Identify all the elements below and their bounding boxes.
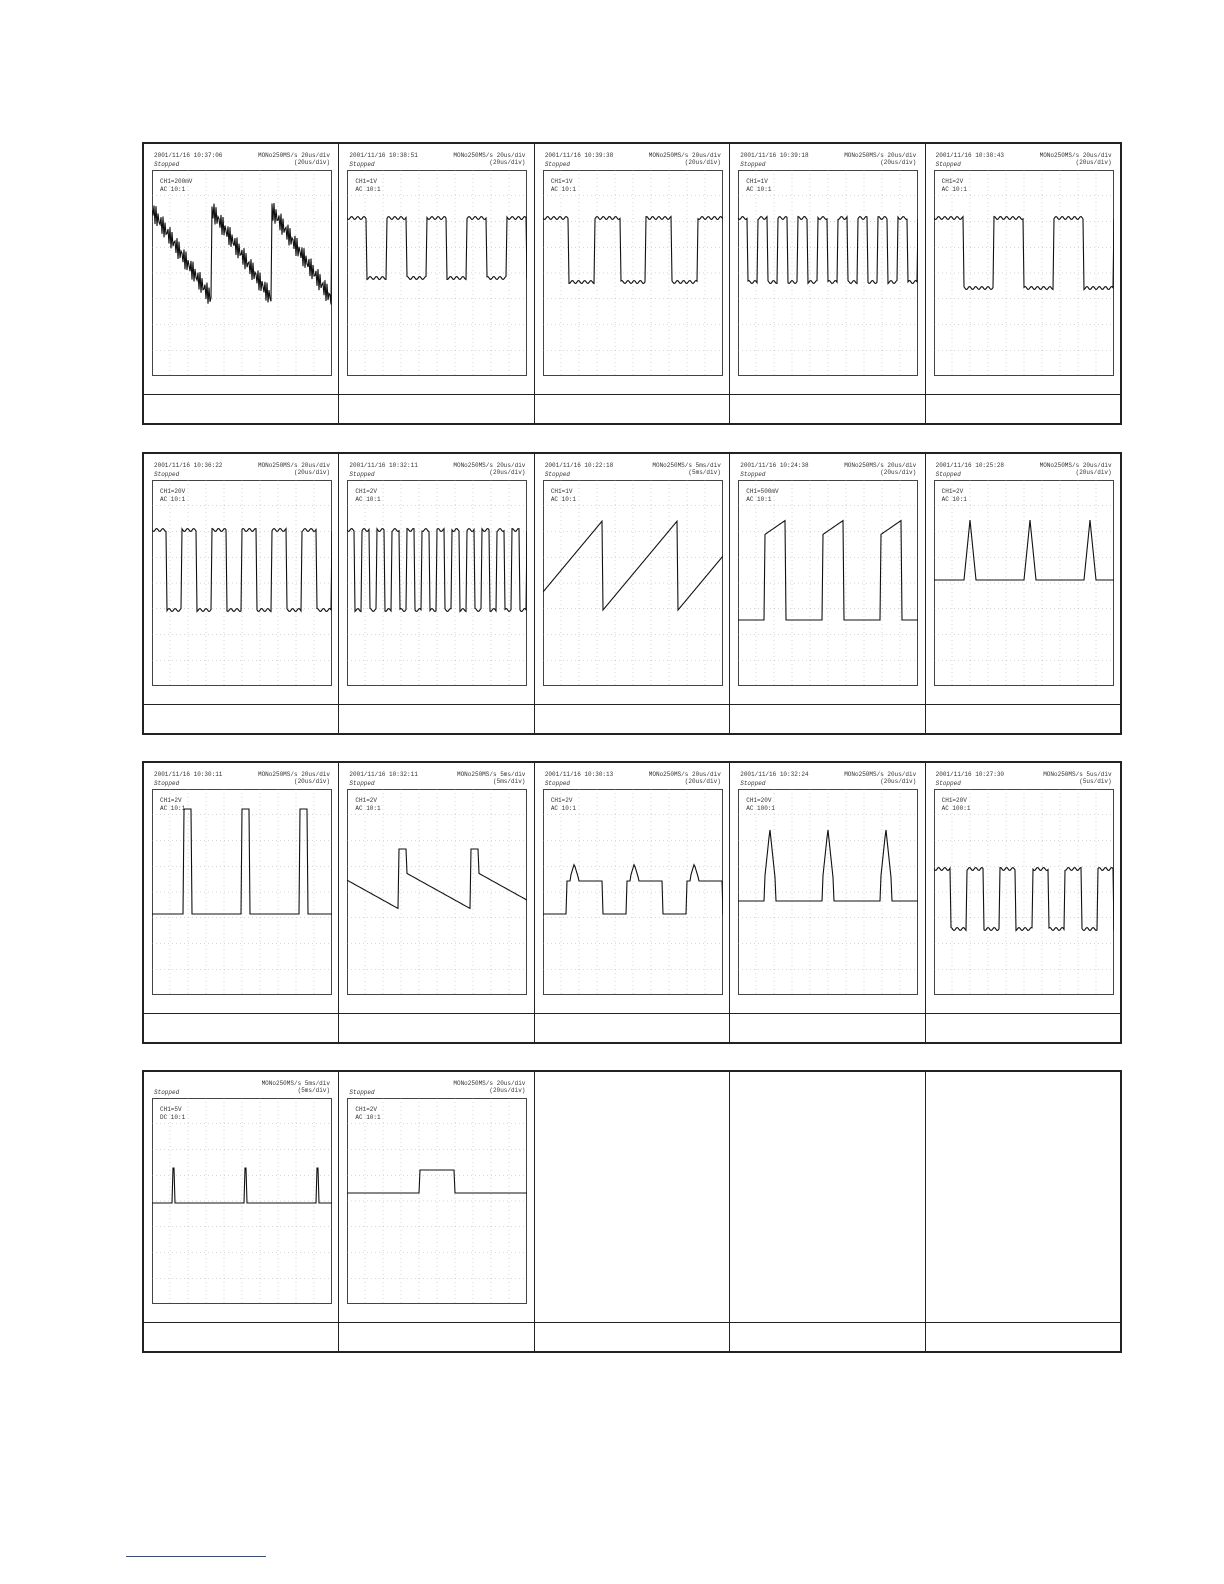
waveform-trace [347,170,527,376]
caption-cell [926,395,1120,423]
scope-rate: MONo250MS/s 5ms/div (5ms/div) [652,462,721,476]
scope-rate: MONo250MS/s 20us/div (20us/div) [844,462,917,476]
scope-state: Stopped [154,471,180,478]
scope-state: Stopped [154,1089,180,1096]
scope-channel: CH1=2V AC 10:1 [355,797,381,812]
caption-cell [730,705,925,733]
scope-channel: CH1=20V AC 100:1 [941,797,971,812]
waveform-cell [926,454,1120,704]
waveform-path [152,201,332,304]
scope-timestamp: 2001/11/16 10:36:22 [154,462,223,469]
scope-rate: MONo250MS/s 20us/div (20us/div) [648,152,721,166]
scope-channel: CH1=2V AC 10:1 [941,488,967,503]
waveform-trace [152,1098,332,1304]
scope-state: Stopped [154,161,180,168]
scope-state: Stopped [349,1089,375,1096]
scope-rate: MONo250MS/s 20us/div (20us/div) [648,771,721,785]
scope-timestamp: 2001/11/16 10:39:18 [740,152,809,159]
scope-state: Stopped [935,780,961,787]
scope-channel: CH1=5V DC 10:1 [160,1106,186,1121]
scope-state: Stopped [349,780,375,787]
oscilloscope-screen [152,769,332,995]
caption-cell [535,1323,730,1351]
scope-state: Stopped [544,471,571,478]
waveform-path [347,529,527,612]
oscilloscope-screen [934,769,1114,995]
scope-rate: MONo250MS/s 20us/div (20us/div) [453,152,526,166]
caption-cell [926,705,1120,733]
oscilloscope-screen [934,460,1114,686]
scope-state: Stopped [740,471,766,478]
waveform-trace [738,170,918,376]
caption-cell [339,1014,534,1042]
waveform-cell [535,454,730,704]
scope-rate: MONo250MS/s 20us/div (20us/div) [453,1080,526,1094]
scope-timestamp: 2001/11/16 10:24:38 [740,462,809,469]
waveform-cell [926,763,1120,1013]
waveform-cell [926,1072,1120,1322]
scope-rate: MONo250MS/s 20us/div (20us/div) [1039,462,1112,476]
caption-cell [535,395,730,423]
scope-timestamp: 2001/11/16 10:32:11 [349,771,418,778]
scope-channel: CH1=1V AC 10:1 [355,178,381,193]
waveform-path [738,521,918,620]
oscilloscope-screen [347,769,527,995]
scope-state: Stopped [935,161,961,168]
scope-channel: CH1=2V AC 10:1 [550,797,577,812]
oscilloscope-screen [543,150,723,376]
scope-channel: CH1=1V AC 10:1 [550,178,577,193]
caption-cell [144,1323,339,1351]
scope-rate: MONo250MS/s 20us/div (20us/div) [257,771,330,785]
waveform-cell [339,144,534,394]
caption-cell [535,1014,730,1042]
waveform-cell [144,763,339,1013]
waveform-row [142,761,1122,1044]
waveform-path [152,529,332,612]
oscilloscope-screen [152,460,332,686]
waveform-trace [934,789,1114,995]
scope-channel: CH1=2V AC 10:1 [160,797,186,812]
caption-cell [339,705,534,733]
scope-state: Stopped [740,161,766,168]
scope-state: Stopped [740,780,766,787]
oscilloscope-screen [347,460,527,686]
scope-timestamp: 2001/11/16 10:22:18 [544,462,614,469]
waveform-trace [934,480,1114,686]
oscilloscope-screen [934,150,1114,376]
scope-channel: CH1=2V AC 10:1 [355,488,381,503]
scope-rate: MONo250MS/s 5ms/div (5ms/div) [261,1080,330,1094]
scope-timestamp: 2001/11/16 10:30:13 [544,771,614,778]
scope-rate: MONo250MS/s 20us/div (20us/div) [844,152,917,166]
waveform-trace [543,480,723,686]
caption-cell [926,1014,1120,1042]
waveform-trace [738,480,918,686]
oscilloscope-screen [738,460,918,686]
scope-rate: MONo250MS/s 20us/div (20us/div) [1039,152,1112,166]
waveform-trace [347,789,527,995]
scope-channel: CH1=2V AC 10:1 [355,1106,381,1121]
waveform-trace [347,1098,527,1304]
scope-timestamp: 2001/11/16 10:38:43 [935,152,1005,159]
scope-state: Stopped [935,471,961,478]
waveform-row [142,142,1122,425]
waveform-row [142,452,1122,735]
scope-timestamp: 2001/11/16 10:32:11 [349,462,418,469]
scope-timestamp: 2001/11/16 10:37:06 [154,152,223,159]
scope-rate: MONo250MS/s 20us/div (20us/div) [257,152,330,166]
scope-channel: CH1=20V AC 10:1 [160,488,186,503]
caption-cell [926,1323,1120,1351]
waveform-cell [339,1072,534,1322]
waveform-path [347,1170,527,1193]
footer-rule [126,1556,266,1557]
waveform-cell [730,763,925,1013]
oscilloscope-screen [543,769,723,995]
caption-cell [730,1323,925,1351]
waveform-path [152,1168,332,1203]
waveform-cell [730,1072,925,1322]
caption-cell [144,395,339,423]
oscilloscope-screen [152,150,332,376]
waveform-row [142,1070,1122,1353]
scope-channel: CH1=200mV AC 10:1 [160,178,193,193]
caption-cell [535,705,730,733]
waveform-cell [144,1072,339,1322]
waveform-trace [347,480,527,686]
waveform-cell [926,144,1120,394]
scope-rate: MONo250MS/s 20us/div (20us/div) [453,462,526,476]
waveform-path [934,217,1114,290]
waveform-cell [730,454,925,704]
caption-cell [144,1014,339,1042]
waveform-trace [152,170,332,376]
waveform-cell [144,454,339,704]
waveform-trace [152,789,332,995]
caption-cell [339,1323,534,1351]
oscilloscope-screen [738,769,918,995]
oscilloscope-screen [152,1078,332,1304]
oscilloscope-screen [347,1078,527,1304]
waveform-trace [543,170,723,376]
scope-state: Stopped [544,161,571,168]
waveform-cell [535,1072,730,1322]
scope-channel: CH1=20V AC 100:1 [746,797,776,812]
scope-timestamp: 2001/11/16 10:25:28 [935,462,1005,469]
scope-rate: MONo250MS/s 5us/div (5us/div) [1043,771,1112,785]
caption-cell [730,1014,925,1042]
waveform-cell [339,763,534,1013]
waveform-cell [730,144,925,394]
oscilloscope-screen [543,460,723,686]
caption-cell [339,395,534,423]
scope-timestamp: 2001/11/16 10:39:38 [544,152,614,159]
oscilloscope-screen [347,150,527,376]
waveform-trace [738,789,918,995]
scope-timestamp: 2001/11/16 10:27:30 [935,771,1005,778]
scope-channel: CH1=500mV AC 10:1 [746,488,779,503]
scope-channel: CH1=1V AC 10:1 [746,178,772,193]
scope-rate: MONo250MS/s 20us/div (20us/div) [844,771,917,785]
oscilloscope-screen [738,150,918,376]
scope-rate: MONo250MS/s 20us/div (20us/div) [257,462,330,476]
caption-cell [144,705,339,733]
scope-timestamp: 2001/11/16 10:38:51 [349,152,418,159]
waveform-cell [339,454,534,704]
waveform-trace [543,789,723,995]
scope-rate: MONo250MS/s 5ms/div (5ms/div) [456,771,526,785]
scope-state: Stopped [154,780,180,787]
scope-channel: CH1=2V AC 10:1 [941,178,967,193]
scope-channel: CH1=1V AC 10:1 [550,488,577,503]
scope-timestamp: 2001/11/16 10:32:24 [740,771,809,778]
scope-timestamp: 2001/11/16 10:30:11 [154,771,223,778]
waveform-trace [152,480,332,686]
scope-state: Stopped [544,780,571,787]
waveform-cell [535,144,730,394]
waveform-trace [934,170,1114,376]
waveform-path [152,809,332,914]
waveform-cell [144,144,339,394]
scope-state: Stopped [349,471,375,478]
scope-state: Stopped [349,161,375,168]
caption-cell [730,395,925,423]
waveform-cell [535,763,730,1013]
